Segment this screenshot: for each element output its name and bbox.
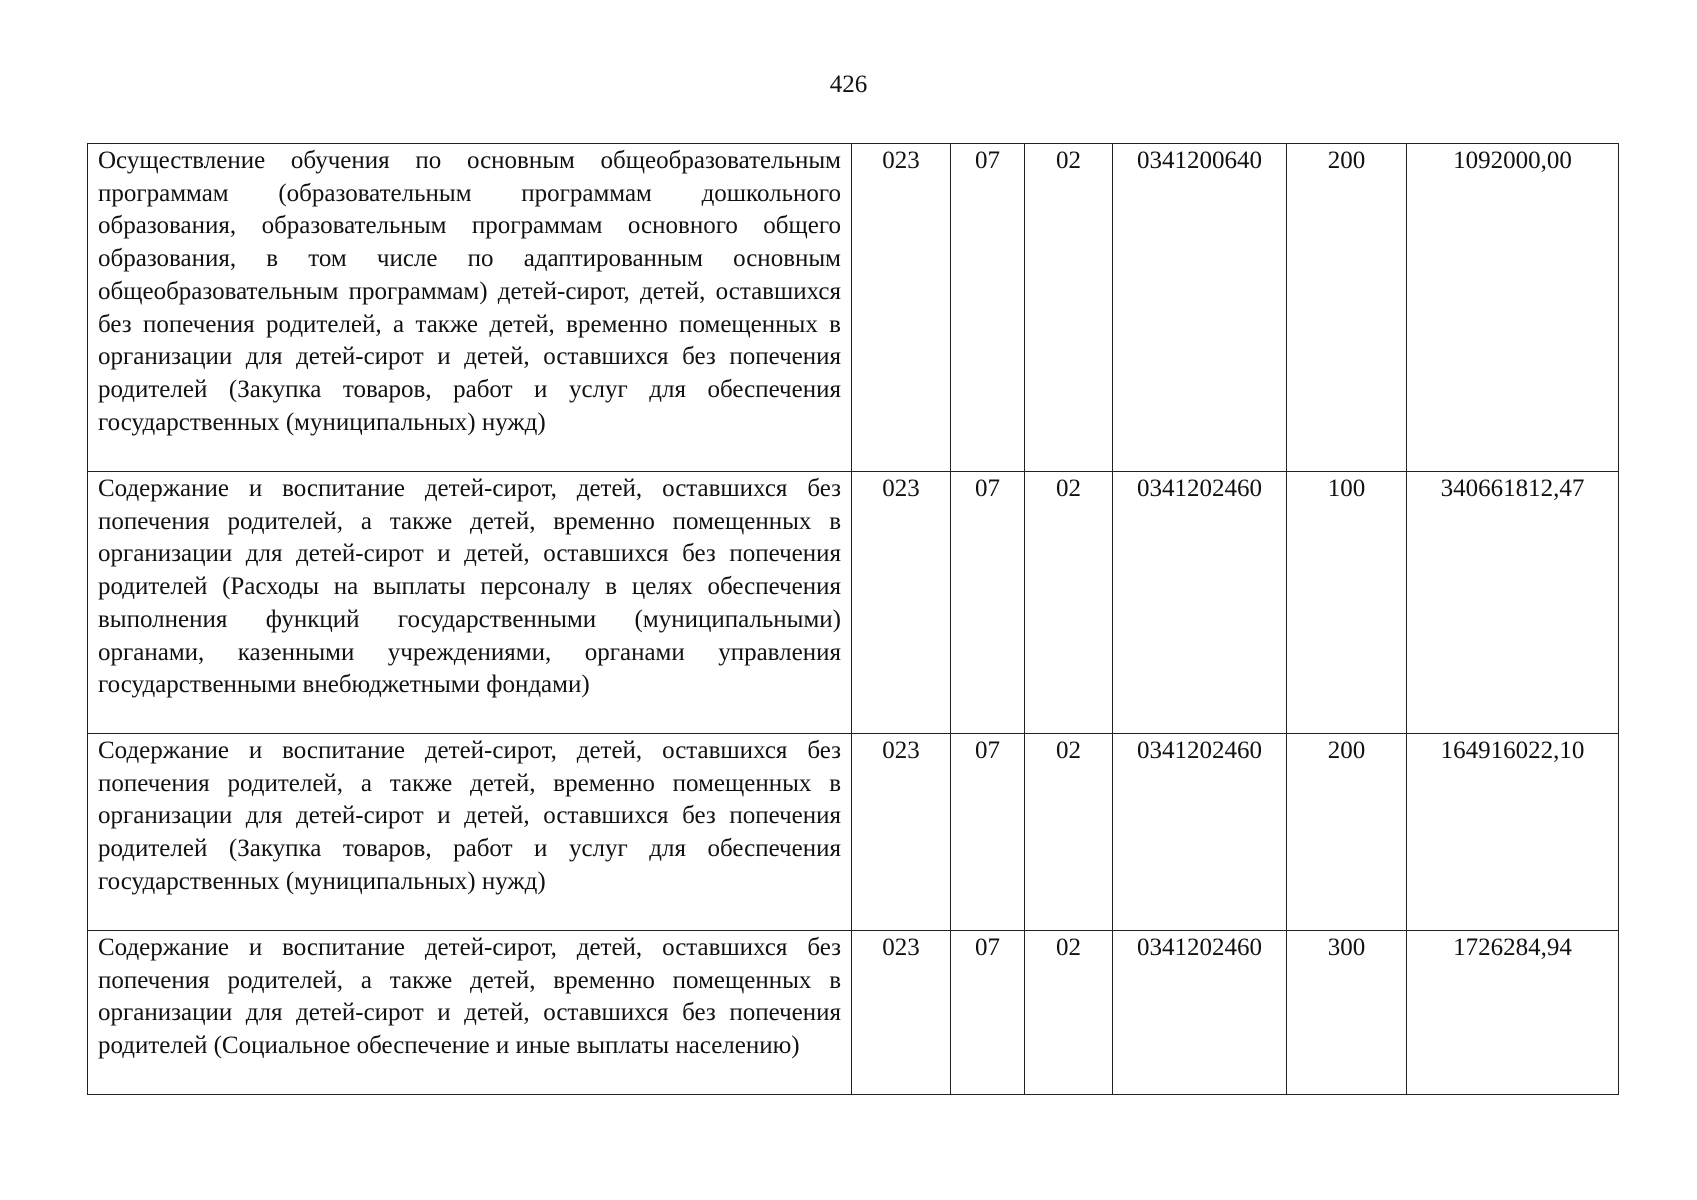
section-code: 07 <box>951 144 1025 472</box>
subsection-code: 02 <box>1025 931 1113 1095</box>
amount: 1726284,94 <box>1407 931 1619 1095</box>
target-article-code: 0341202460 <box>1113 931 1287 1095</box>
expense-description: Содержание и воспитание детей-сирот, детей, оставшихся без попечения родителей, а также детей, временно помещенных в организации для детей-сирот и детей, оставшихся без попечения родителей (Закупка товаров, работ и услуг для обеспечения государственных (муниципальных) нужд) <box>88 734 852 931</box>
section-code: 07 <box>951 931 1025 1095</box>
expense-type-code: 200 <box>1287 144 1407 472</box>
expense-type-code: 200 <box>1287 734 1407 931</box>
budget-table <box>87 143 1619 1095</box>
section-code: 07 <box>951 734 1025 931</box>
table-row <box>88 144 1619 472</box>
expense-description: Содержание и воспитание детей-сирот, детей, оставшихся без попечения родителей, а также детей, временно помещенных в организации для детей-сирот и детей, оставшихся без попечения родителей (Расходы на выплаты персоналу в целях обеспечения выполнения функций государственными (муниципальными) органами, казенными учреждениями, органами управления государственными внебюджетными фондами) <box>88 472 852 734</box>
table-row <box>88 472 1619 734</box>
department-code: 023 <box>852 472 951 734</box>
table-row <box>88 734 1619 931</box>
expense-type-code: 300 <box>1287 931 1407 1095</box>
department-code: 023 <box>852 144 951 472</box>
expense-type-code: 100 <box>1287 472 1407 734</box>
table-row <box>88 931 1619 1095</box>
subsection-code: 02 <box>1025 144 1113 472</box>
amount: 340661812,47 <box>1407 472 1619 734</box>
department-code: 023 <box>852 734 951 931</box>
expense-description: Содержание и воспитание детей-сирот, детей, оставшихся без попечения родителей, а также детей, временно помещенных в организации для детей-сирот и детей, оставшихся без попечения родителей (Социальное обеспечение и иные выплаты населению) <box>88 931 852 1095</box>
subsection-code: 02 <box>1025 734 1113 931</box>
amount: 1092000,00 <box>1407 144 1619 472</box>
subsection-code: 02 <box>1025 472 1113 734</box>
section-code: 07 <box>951 472 1025 734</box>
target-article-code: 0341200640 <box>1113 144 1287 472</box>
target-article-code: 0341202460 <box>1113 472 1287 734</box>
amount: 164916022,10 <box>1407 734 1619 931</box>
target-article-code: 0341202460 <box>1113 734 1287 931</box>
page-number: 426 <box>829 71 868 98</box>
department-code: 023 <box>852 931 951 1095</box>
expense-description: Осуществление обучения по основным общеобразовательным программам (образовательным программам дошкольного образования, образовательным программам основного общего образования, в том числе по адаптированным основным общеобразовательным программам) детей-сирот, детей, оставшихся без попечения родителей, а также детей, временно помещенных в организации для детей-сирот и детей, оставшихся без попечения родителей (Закупка товаров, работ и услуг для обеспечения государственных (муниципальных) нужд) <box>88 144 852 472</box>
